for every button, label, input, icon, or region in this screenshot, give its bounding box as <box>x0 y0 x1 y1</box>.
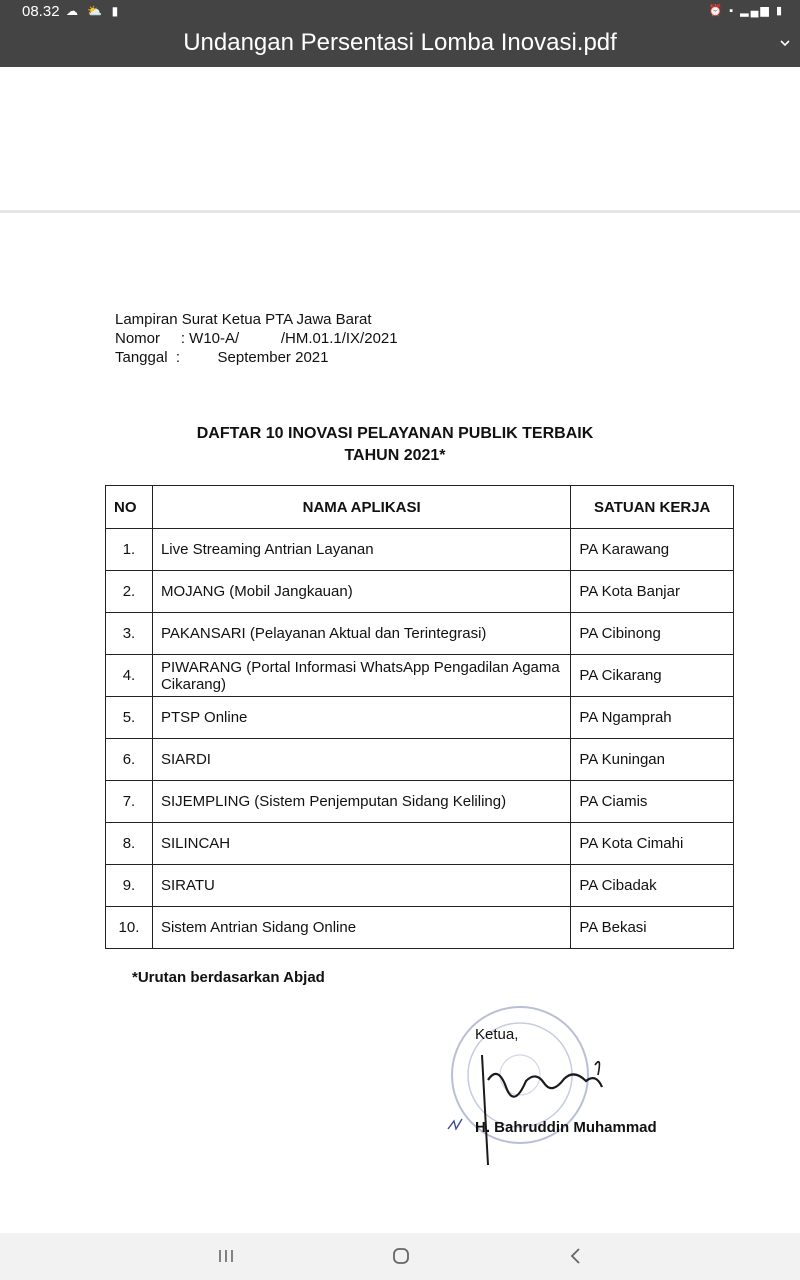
app-name: SILINCAH <box>152 823 570 865</box>
table-row <box>106 613 734 655</box>
work-unit: PA Karawang <box>571 529 734 571</box>
work-unit: PA Cibinong <box>571 613 734 655</box>
status-bar <box>0 0 800 24</box>
table-row <box>106 655 734 697</box>
column-header-app-name: NAMA APLIKASI <box>152 486 570 529</box>
list-heading: DAFTAR 10 INOVASI PELAYANAN PUBLIK TERBAIK <box>196 425 594 442</box>
navigation-bar <box>0 1233 800 1280</box>
letter-date-line: Tanggal : September 2021 <box>115 349 329 366</box>
work-unit: PA Cibadak <box>571 865 734 907</box>
table-row <box>106 739 734 781</box>
table-row <box>106 907 734 949</box>
app-name: Sistem Antrian Sidang Online <box>152 907 570 949</box>
notification-icons: ☁ ⛅ ▮ <box>66 4 122 18</box>
app-name: MOJANG (Mobil Jangkauan) <box>152 571 570 613</box>
document-title: Undangan Persentasi Lomba Inovasi.pdf <box>183 29 617 56</box>
row-number: 8. <box>106 823 153 865</box>
work-unit: PA Kota Banjar <box>571 571 734 613</box>
table-header-row <box>106 486 734 529</box>
previous-page-area <box>0 67 800 210</box>
home-icon[interactable] <box>386 1243 416 1269</box>
column-header-no: NO <box>106 486 153 529</box>
work-unit: PA Bekasi <box>571 907 734 949</box>
row-number: 1. <box>106 529 153 571</box>
work-unit: PA Ngamprah <box>571 697 734 739</box>
recent-apps-icon[interactable] <box>212 1243 242 1269</box>
app-name: SIARDI <box>152 739 570 781</box>
table-row <box>106 781 734 823</box>
signatory-name: H. Bahruddin Muhammad <box>475 1119 657 1136</box>
work-unit: PA Kota Cimahi <box>571 823 734 865</box>
letter-number-line: Nomor : W10-A/ /HM.01.1/IX/2021 <box>115 330 398 347</box>
row-number: 5. <box>106 697 153 739</box>
app-name: SIRATU <box>152 865 570 907</box>
row-number: 7. <box>106 781 153 823</box>
row-number: 3. <box>106 613 153 655</box>
app-name: PTSP Online <box>152 697 570 739</box>
row-number: 6. <box>106 739 153 781</box>
chevron-down-icon[interactable] <box>780 38 790 48</box>
table-row <box>106 529 734 571</box>
work-unit: PA Kuningan <box>571 739 734 781</box>
title-bar <box>0 24 800 67</box>
back-icon[interactable] <box>561 1243 591 1269</box>
table-row <box>106 865 734 907</box>
work-unit: PA Cikarang <box>571 655 734 697</box>
app-name: SIJEMPLING (Sistem Penjemputan Sidang Keliling) <box>152 781 570 823</box>
row-number: 9. <box>106 865 153 907</box>
list-heading-year: TAHUN 2021* <box>344 447 446 464</box>
column-header-work-unit: SATUAN KERJA <box>571 486 734 529</box>
seal-and-signature <box>440 995 740 1175</box>
system-status-icons: ⏰ ▪ ▂▄▆ ▮ <box>708 5 784 17</box>
table-row <box>106 697 734 739</box>
app-name: Live Streaming Antrian Layanan <box>152 529 570 571</box>
app-name: PAKANSARI (Pelayanan Aktual dan Terintegrasi) <box>152 613 570 655</box>
status-time: 08.32 <box>22 3 60 20</box>
row-number: 2. <box>106 571 153 613</box>
row-number: 10. <box>106 907 153 949</box>
innovation-table <box>105 485 734 949</box>
signature-role: Ketua, <box>475 1026 519 1043</box>
attachment-line: Lampiran Surat Ketua PTA Jawa Barat <box>115 311 372 328</box>
table-row <box>106 571 734 613</box>
footnote: *Urutan berdasarkan Abjad <box>132 969 325 986</box>
work-unit: PA Ciamis <box>571 781 734 823</box>
table-row <box>106 823 734 865</box>
row-number: 4. <box>106 655 153 697</box>
app-name: PIWARANG (Portal Informasi WhatsApp Pengadilan Agama Cikarang) <box>152 655 570 697</box>
